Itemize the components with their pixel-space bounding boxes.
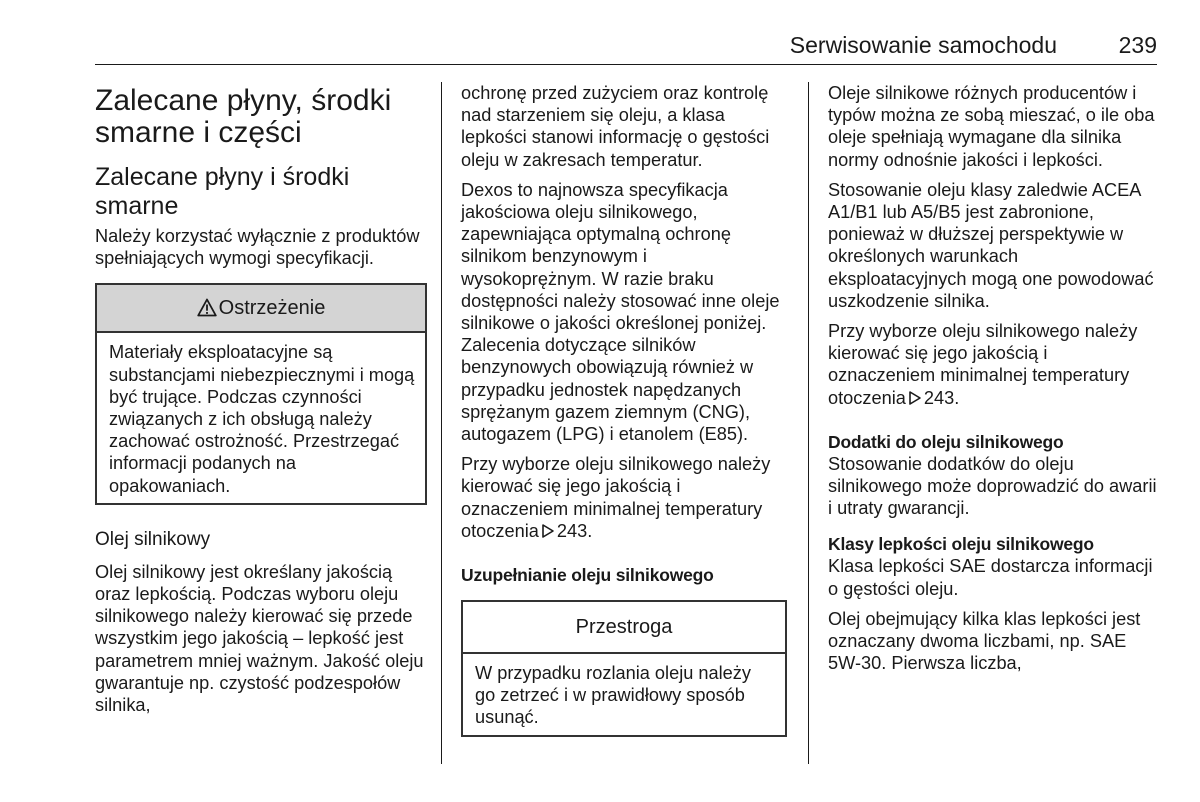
acea-paragraph: Stosowanie oleju klasy zaledwie ACEA A1/B1 lub A5/B5 jest zabronione, ponieważ w dłuższej perspektywie w określonych warunkach eksploatacyjnych mogą one powodować uszkodzenie silnika. [828, 179, 1154, 311]
column-right [828, 82, 1158, 682]
engine-oil-paragraph: Olej silnikowy jest określany jakością oraz lepkością. Podczas wyboru oleju silnikowego należy kierować się przede wszystkim jego jakością – lepkość jest parametrem mniej ważnym. Jakość oleju gwarantuje np. czystość podzespołów silnika, [95, 561, 424, 716]
warning-triangle-icon [197, 285, 217, 331]
caution-header: Przestroga [463, 602, 785, 654]
additives-paragraph: Stosowanie dodatków do oleju silnikowego może doprowadzić do awarii i utraty gwarancji. [828, 453, 1157, 519]
warning-label: Ostrzeżenie [218, 297, 326, 320]
column-left [95, 82, 427, 724]
column-divider-left [441, 82, 442, 764]
selection-paragraph: Przy wyborze oleju silnikowego należy kierować się jego jakością i oznaczeniem minimalnej temperatury otoczenia 243. [828, 321, 1138, 408]
selection-paragraph: Przy wyborze oleju silnikowego należy kierować się jego jakością i oznaczeniem minimalnej temperatury otoczenia 243. [461, 454, 771, 541]
page-reference-link[interactable]: 243. [923, 387, 960, 408]
viscosity-paragraph: Klasa lepkości SAE dostarcza informacji o gęstości oleju. [828, 556, 1153, 599]
chapter-heading: Zalecane płyny, środki smarne i części [95, 84, 392, 149]
page-reference-arrow-icon [541, 520, 555, 542]
page-header [95, 30, 1157, 65]
dexos-paragraph: Dexos to najnowsza specyfikacja jakościowa oleju silnikowego, zapewniająca optymalną ochronę silnikom benzynowym i wysokoprężnym. W razie braku dostępności należy stosować inne oleje silnikowe o jakości określonej poniżej. Zalecenia dotyczące silników benzynowych obowiązują również w przypadku jednostek napędzanych sprężanym gazem ziemnym (CNG), autogazem (LPG) i etanolem (E85). [461, 179, 780, 445]
page-reference-arrow-icon [908, 387, 922, 409]
paragraph: Oleje silnikowe różnych producentów i typów można ze sobą mieszać, o ile oba oleje spełniają wymagane dla silnika normy odnośnie jakości i lepkości. [828, 83, 1155, 170]
column-middle [461, 82, 787, 737]
page-reference-link[interactable]: 243. [556, 520, 593, 541]
additives-heading: Dodatki do oleju silnikowego [828, 431, 1064, 452]
viscosity-heading: Klasy lepkości oleju silnikowego [828, 534, 1094, 555]
warning-header [97, 285, 425, 333]
paragraph: ochronę przed zużyciem oraz kontrolę nad starzeniem się oleju, a klasa lepkości stanowi informację o gęstości oleju w zakresach temperatur. [461, 83, 770, 170]
caution-text: W przypadku rozlania oleju należy go zetrzeć i w prawidłowy sposób usunąć. [475, 663, 751, 728]
caution-box [461, 600, 787, 737]
chapter-title: Serwisowanie samochodu [789, 32, 1057, 58]
column-divider-right [808, 82, 809, 764]
page-number: 239 [1118, 32, 1157, 58]
warning-box [95, 283, 427, 504]
intro-paragraph: Należy korzystać wyłącznie z produktów spełniających wymogi specyfikacji. [95, 226, 420, 269]
refill-heading: Uzupełnianie oleju silnikowego [461, 565, 714, 586]
multigrade-paragraph: Olej obejmujący kilka klas lepkości jest oznaczany dwoma liczbami, np. SAE 5W-30. Pierwsza liczba, [828, 608, 1141, 674]
subsection-heading-engine-oil: Olej silnikowy [95, 528, 211, 550]
section-heading: Zalecane płyny i środki smarne [95, 163, 350, 220]
warning-text: Materiały eksploatacyjne są substancjami niebezpiecznymi i mogą być trujące. Podczas czynności związanych z ich obsługą należy zachować ostrożność. Przestrzegać informacji podanych na opakowaniach. [109, 342, 415, 496]
